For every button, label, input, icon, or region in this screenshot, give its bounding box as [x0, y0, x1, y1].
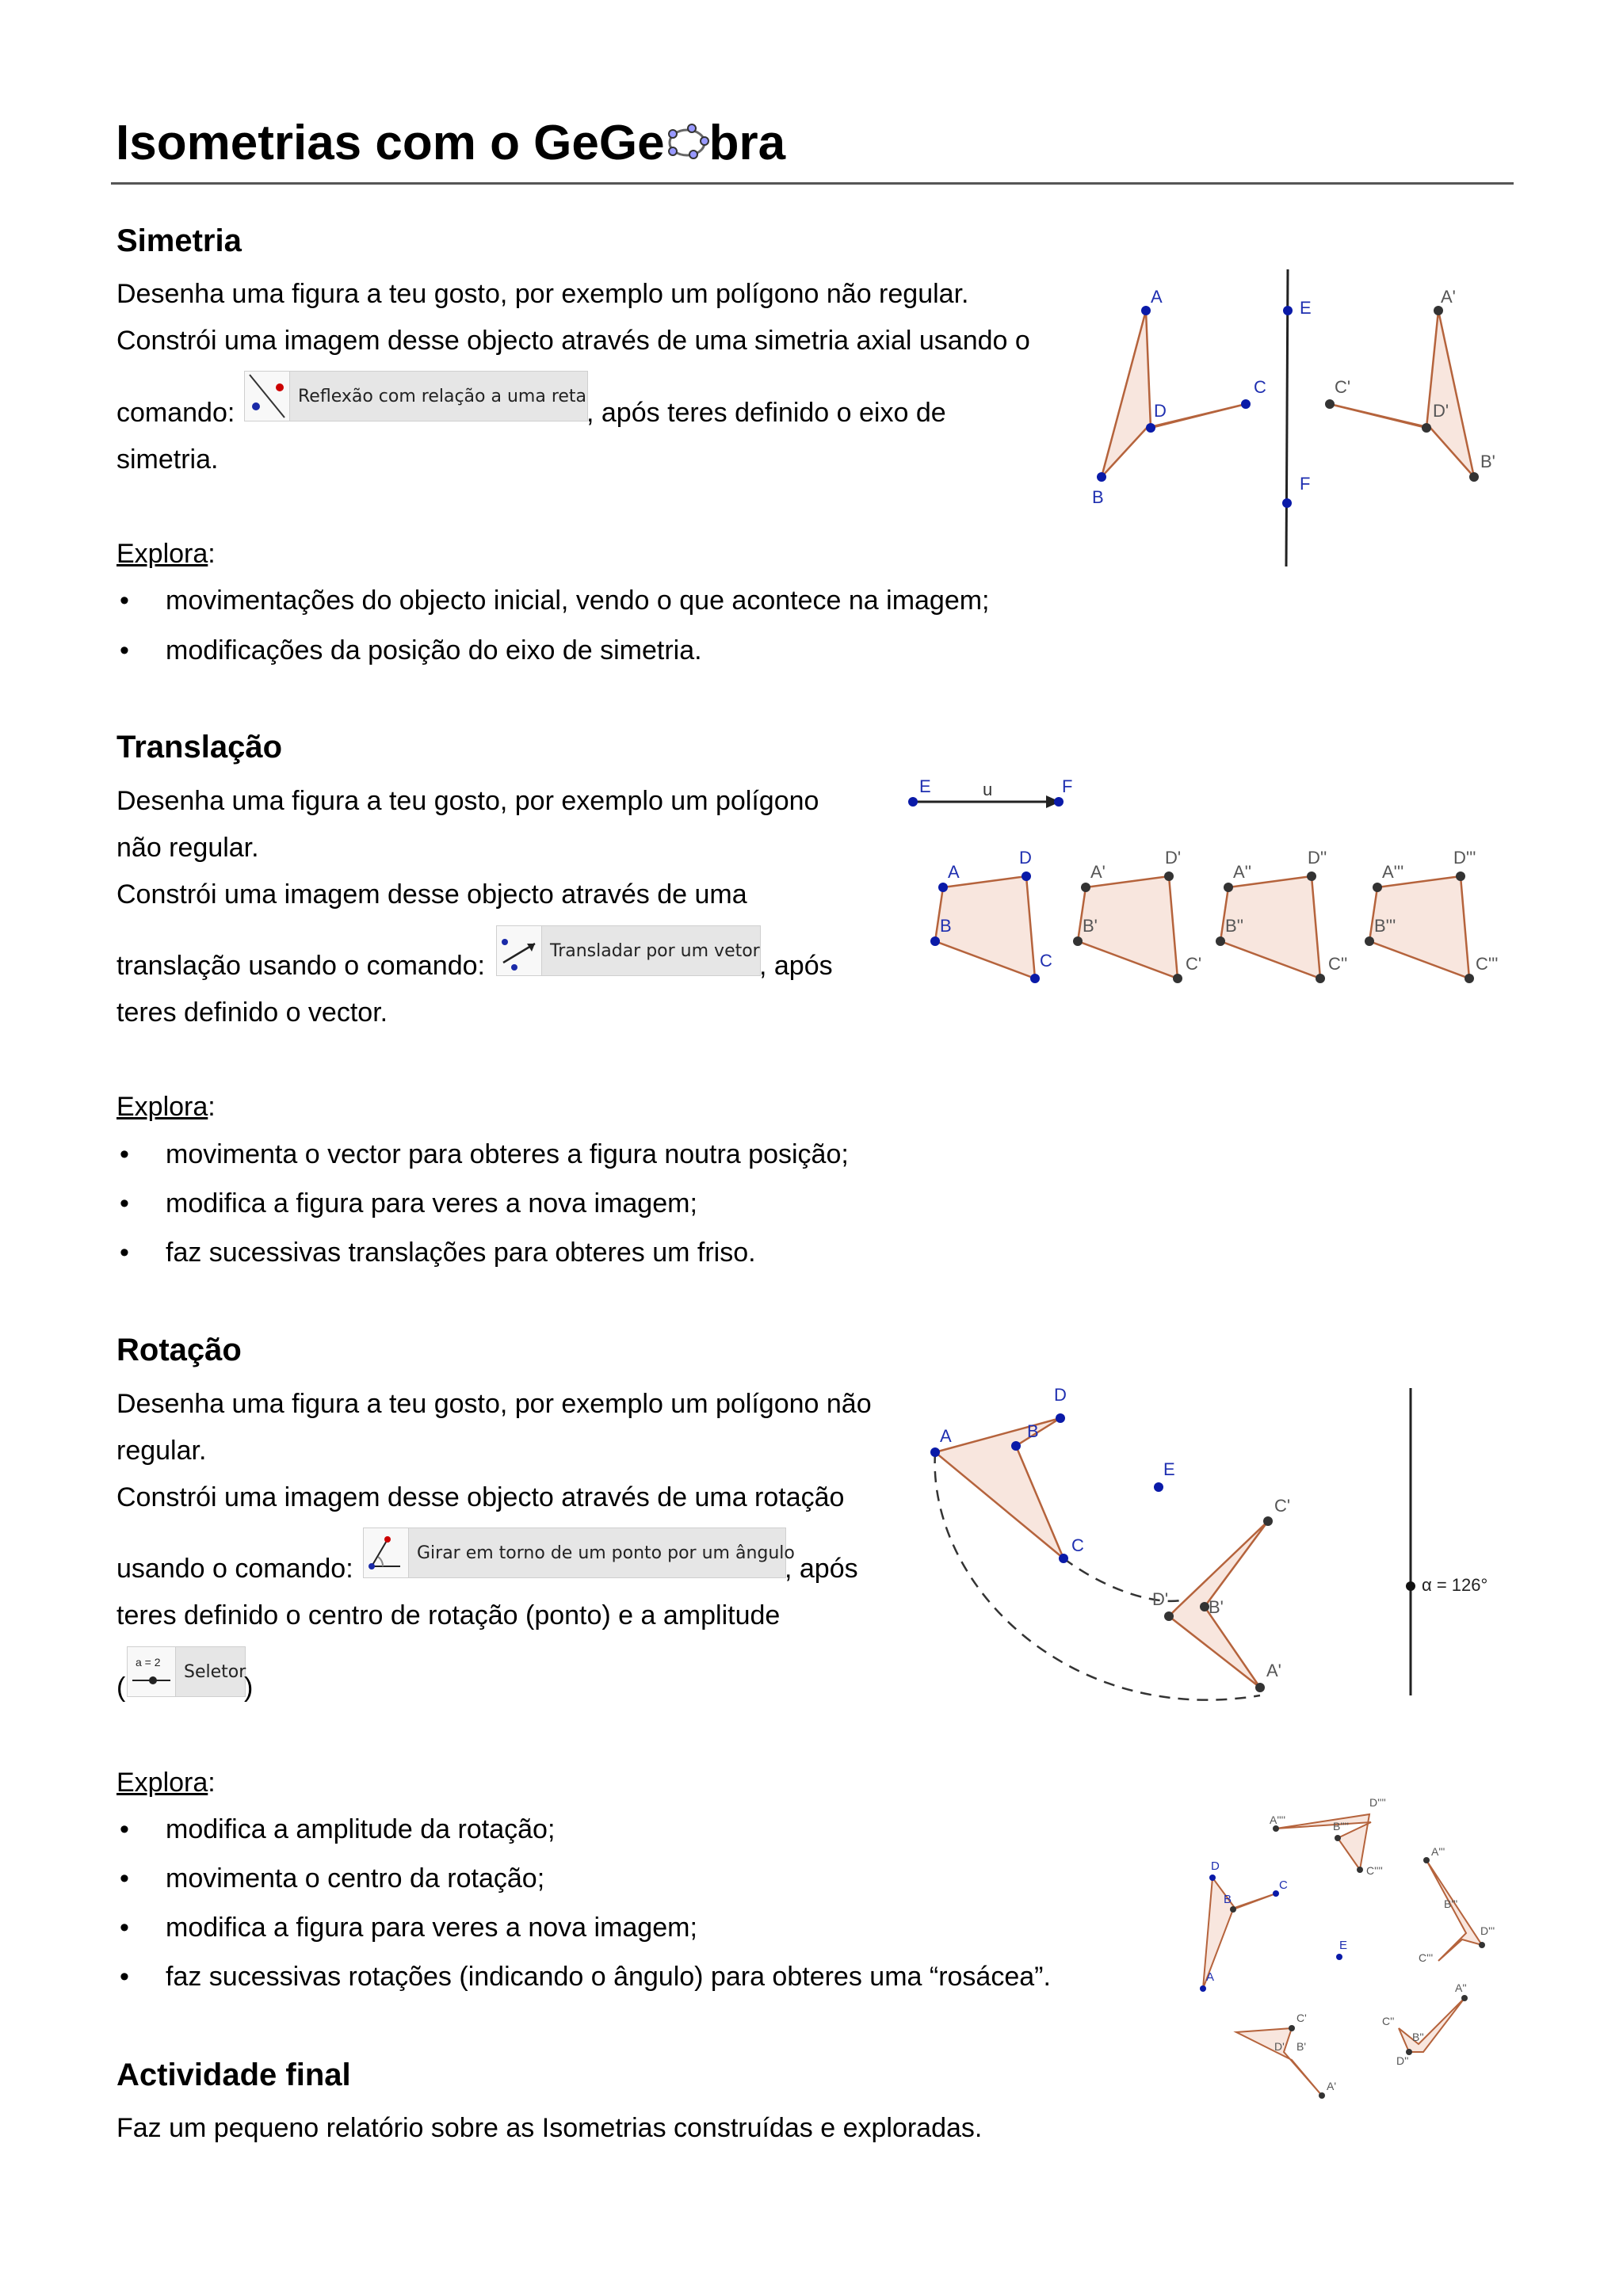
- bullet-dot: •: [120, 1962, 129, 1992]
- point-B1: [1469, 472, 1479, 482]
- translacao-p5: teres definido o vector.: [116, 997, 388, 1028]
- rosette-label-A4: A'''': [1270, 1814, 1286, 1826]
- rosette-label-D3: D''': [1480, 1924, 1495, 1937]
- translacao-explora: Explora:: [116, 1092, 216, 1122]
- simetria-bullet-1: movimentações do objecto inicial, vendo o que acontece na imagem;: [166, 585, 990, 616]
- label-A1: A': [1266, 1661, 1281, 1680]
- point-F: [1282, 498, 1292, 508]
- rosette-label-D2: D'': [1396, 2054, 1409, 2067]
- heading-actividade-final: Actividade final: [116, 2058, 351, 2092]
- rosette-label-B: B: [1224, 1893, 1232, 1906]
- rosette-triangle-3: [1426, 1860, 1482, 1961]
- simetria-p2: Constrói uma imagem desse objecto através de uma simetria axial usando o: [116, 326, 1030, 356]
- point: [1216, 936, 1225, 946]
- rotacao-bullet-3: modifica a figura para veres a nova imagem;: [166, 1913, 697, 1943]
- label-F: F: [1062, 776, 1073, 796]
- simetria-p3-post: , após teres definido o eixo de: [586, 398, 946, 428]
- rosette-label-B3: B''': [1444, 1897, 1458, 1910]
- point: [1164, 871, 1174, 881]
- bullet-dot: •: [120, 1814, 129, 1844]
- label-B: B: [940, 916, 952, 936]
- point-C: [1059, 1554, 1068, 1563]
- rotate-tool-label: Girar em torno de um ponto por um ângulo: [417, 1543, 795, 1563]
- point-C: [1241, 399, 1251, 409]
- point-E: [1336, 1954, 1342, 1960]
- rosette-triangle-4: [1276, 1814, 1371, 1870]
- heading-rotacao: Rotação: [116, 1333, 242, 1367]
- point: [1173, 974, 1182, 983]
- label-D1: D': [1433, 401, 1449, 421]
- slider-tool-button[interactable]: [127, 1646, 246, 1697]
- rosette-label-D1: D': [1274, 2040, 1285, 2053]
- point: [1224, 883, 1233, 892]
- point: [1456, 871, 1465, 881]
- point-A1: [1434, 306, 1443, 315]
- rotacao-p3: Constrói uma imagem desse objecto através de uma rotação: [116, 1482, 845, 1512]
- rosette-label-A2: A'': [1455, 1981, 1467, 1994]
- rosette-label-C: C: [1279, 1878, 1288, 1892]
- point: [1230, 1906, 1236, 1913]
- point: [1022, 871, 1031, 881]
- point: [938, 883, 948, 892]
- simetria-explora: Explora:: [116, 539, 216, 569]
- label-B1: B': [1083, 916, 1098, 936]
- rotacao-explora: Explora:: [116, 1768, 216, 1798]
- label-A: A: [940, 1426, 952, 1446]
- rotacao-p4-pre: usando o comando:: [116, 1554, 353, 1584]
- point-D: [1056, 1413, 1065, 1423]
- translacao-figure: [903, 769, 1522, 998]
- label-u: u: [983, 780, 993, 799]
- reflection-tool-button[interactable]: [244, 371, 588, 421]
- slider-tool-label: Seletor: [184, 1661, 246, 1682]
- point: [1209, 1875, 1216, 1881]
- label-B3: B''': [1374, 916, 1396, 936]
- label-B1: B': [1209, 1597, 1224, 1617]
- rosette-label-C2: C'': [1382, 2015, 1395, 2027]
- point-D1: [1164, 1611, 1174, 1621]
- point: [930, 936, 940, 946]
- bullet-dot: •: [120, 635, 129, 666]
- heading-translacao: Translação: [116, 730, 283, 765]
- point-E: [908, 797, 918, 807]
- rosette-triangle-1: [1236, 2028, 1322, 2096]
- explora-label: Explora: [116, 1768, 208, 1798]
- simetria-p3-pre: comando:: [116, 398, 235, 428]
- point-C1: [1263, 1516, 1273, 1526]
- explora-label: Explora: [116, 1092, 208, 1122]
- point: [1316, 974, 1325, 983]
- label-E: E: [919, 776, 931, 796]
- rosette-label-A3: A''': [1431, 1845, 1445, 1858]
- label-E: E: [1163, 1459, 1175, 1479]
- rotacao-p4-post: , após: [785, 1554, 858, 1584]
- title-text-post: bra: [708, 116, 786, 170]
- simetria-p3: [116, 399, 235, 426]
- point: [1357, 1867, 1363, 1873]
- rosette-label-A1: A': [1327, 2080, 1337, 2092]
- reflection-line-icon: [245, 372, 290, 421]
- rosette-label-B2: B'': [1412, 2031, 1424, 2043]
- point: [1073, 936, 1083, 946]
- rotacao-p2: regular.: [116, 1436, 207, 1466]
- bullet-dot: •: [120, 1863, 129, 1894]
- label-D: D: [1154, 401, 1167, 421]
- point-D: [1146, 423, 1155, 433]
- rotacao-bullet-4: faz sucessivas rotações (indicando o ângulo) para obteres uma “rosácea”.: [166, 1962, 1051, 1992]
- rotacao-p5: teres definido o centro de rotação (ponto) e a amplitude: [116, 1600, 781, 1630]
- title-divider: [111, 182, 1514, 185]
- point-C1: [1325, 399, 1335, 409]
- point-F: [1054, 797, 1064, 807]
- bullet-dot: •: [120, 1188, 129, 1219]
- final-p1: Faz um pequeno relatório sobre as Isometrias construídas e exploradas.: [116, 2113, 983, 2143]
- label-D: D: [1019, 848, 1032, 868]
- point: [1423, 1857, 1430, 1863]
- label-C: C: [1071, 1535, 1084, 1555]
- rotate-tool-button[interactable]: [363, 1527, 795, 1578]
- point-A: [1141, 306, 1151, 315]
- translacao-p1: Desenha uma figura a teu gosto, por exemplo um polígono: [116, 786, 819, 816]
- rosette-label-D4: D'''': [1369, 1796, 1386, 1809]
- label-A2: A'': [1233, 862, 1252, 882]
- label-B: B: [1027, 1421, 1039, 1441]
- reflected-polygon: [1330, 311, 1474, 477]
- label-A: A: [948, 862, 960, 882]
- rotate-angle-icon: [364, 1528, 409, 1577]
- simetria-p4: simetria.: [116, 444, 219, 475]
- point-A: [930, 1447, 940, 1457]
- original-triangle: [935, 1418, 1064, 1558]
- label-C1: C': [1335, 377, 1351, 397]
- translate-tool-label: Transladar por um vetor: [550, 940, 760, 961]
- label-D3: D''': [1453, 848, 1476, 868]
- point: [1335, 1835, 1341, 1841]
- translacao-p2: não regular.: [116, 833, 259, 863]
- heading-simetria: Simetria: [116, 223, 242, 258]
- vector-arrow-icon: [497, 926, 542, 975]
- bullet-dot: •: [120, 1913, 129, 1943]
- slider-icon: [128, 1647, 176, 1696]
- point-A1: [1255, 1683, 1265, 1692]
- point: [1273, 1825, 1279, 1832]
- label-F: F: [1300, 474, 1311, 494]
- label-C2: C'': [1328, 954, 1348, 974]
- original-polygon: [1102, 311, 1246, 477]
- point: [1479, 1942, 1485, 1948]
- title-text-pre: Isometrias com o GeGe: [116, 116, 665, 170]
- point: [1081, 883, 1090, 892]
- point: [1289, 2025, 1295, 2031]
- point: [1461, 1995, 1468, 2001]
- point: [1273, 1890, 1279, 1897]
- label-D1: D': [1165, 848, 1182, 868]
- rosette-label-C3: C''': [1419, 1951, 1434, 1964]
- bullet-dot: •: [120, 1238, 129, 1268]
- translacao-p3: Constrói uma imagem desse objecto através de uma: [116, 879, 747, 910]
- point-E: [1154, 1482, 1163, 1492]
- label-D: D: [1054, 1385, 1067, 1405]
- rotacao-bullet-1: modifica a amplitude da rotação;: [166, 1814, 556, 1844]
- label-A1: A': [1441, 287, 1456, 307]
- label-D2: D'': [1308, 848, 1327, 868]
- point-D1: [1422, 423, 1431, 433]
- point: [1307, 871, 1316, 881]
- label-A: A: [1151, 287, 1163, 307]
- rosette-triangle-2: [1399, 1998, 1465, 2052]
- point-B: [1011, 1441, 1021, 1451]
- translacao-p4-pre: translação usando o comando:: [116, 951, 485, 981]
- point-E: [1283, 306, 1293, 315]
- rosette-label-A: A: [1206, 1970, 1215, 1984]
- point: [1319, 2092, 1325, 2099]
- slider-point[interactable]: [1406, 1581, 1415, 1591]
- rosette-figure: [1189, 1791, 1522, 2107]
- rotacao-bullet-2: movimenta o centro da rotação;: [166, 1863, 545, 1894]
- simetria-figure: [1062, 261, 1522, 578]
- rotacao-p1: Desenha uma figura a teu gosto, por exemplo um polígono não: [116, 1389, 872, 1419]
- label-B: B: [1092, 487, 1104, 507]
- label-C1: C': [1274, 1496, 1291, 1516]
- rosette-label-B1: B': [1296, 2040, 1307, 2053]
- angle-value-label: α = 126°: [1422, 1575, 1488, 1595]
- bullet-dot: •: [120, 585, 129, 616]
- explora-label: Explora: [116, 539, 208, 569]
- geogebra-logo-icon: [665, 121, 709, 162]
- label-A1: A': [1090, 862, 1106, 882]
- label-D1: D': [1152, 1589, 1169, 1609]
- point: [1373, 883, 1382, 892]
- translacao-bullet-1: movimenta o vector para obteres a figura noutra posição;: [166, 1139, 849, 1169]
- point: [1465, 974, 1474, 983]
- rotacao-p6-open: (: [116, 1672, 126, 1703]
- translacao-bullet-2: modifica a figura para veres a nova imagem;: [166, 1188, 697, 1219]
- label-B2: B'': [1225, 916, 1244, 936]
- rotacao-figure: [919, 1379, 1522, 1727]
- simetria-p1: Desenha uma figura a teu gosto, por exemplo um polígono não regular.: [116, 279, 969, 309]
- reflection-tool-label: Reflexão com relação a uma reta: [298, 386, 587, 406]
- page-title: [116, 116, 786, 170]
- rotacao-p6-close: ): [244, 1672, 254, 1703]
- point: [1200, 1985, 1206, 1992]
- translate-tool-button[interactable]: [496, 925, 761, 976]
- bullet-dot: •: [120, 1139, 129, 1169]
- label-A3: A''': [1382, 862, 1404, 882]
- rosette-label-E: E: [1339, 1939, 1348, 1952]
- label-C1: C': [1186, 954, 1202, 974]
- translacao-bullet-3: faz sucessivas translações para obteres um friso.: [166, 1238, 756, 1268]
- point: [1030, 974, 1040, 983]
- label-C: C: [1040, 951, 1052, 971]
- label-C: C: [1254, 377, 1266, 397]
- translacao-p4-post: , após: [759, 951, 833, 981]
- rosette-label-C4: C'''': [1366, 1864, 1383, 1877]
- label-E: E: [1300, 298, 1312, 318]
- label-B1: B': [1480, 452, 1495, 471]
- rosette-label-D: D: [1211, 1859, 1220, 1873]
- label-C3: C''': [1476, 954, 1499, 974]
- rosette-label-B4: B'''': [1333, 1820, 1350, 1833]
- slider-badge: a = 2: [136, 1656, 161, 1669]
- simetria-bullet-2: modificações da posição do eixo de simetria.: [166, 635, 702, 666]
- rosette-label-C1: C': [1296, 2012, 1307, 2024]
- point: [1365, 936, 1374, 946]
- point-B: [1097, 472, 1106, 482]
